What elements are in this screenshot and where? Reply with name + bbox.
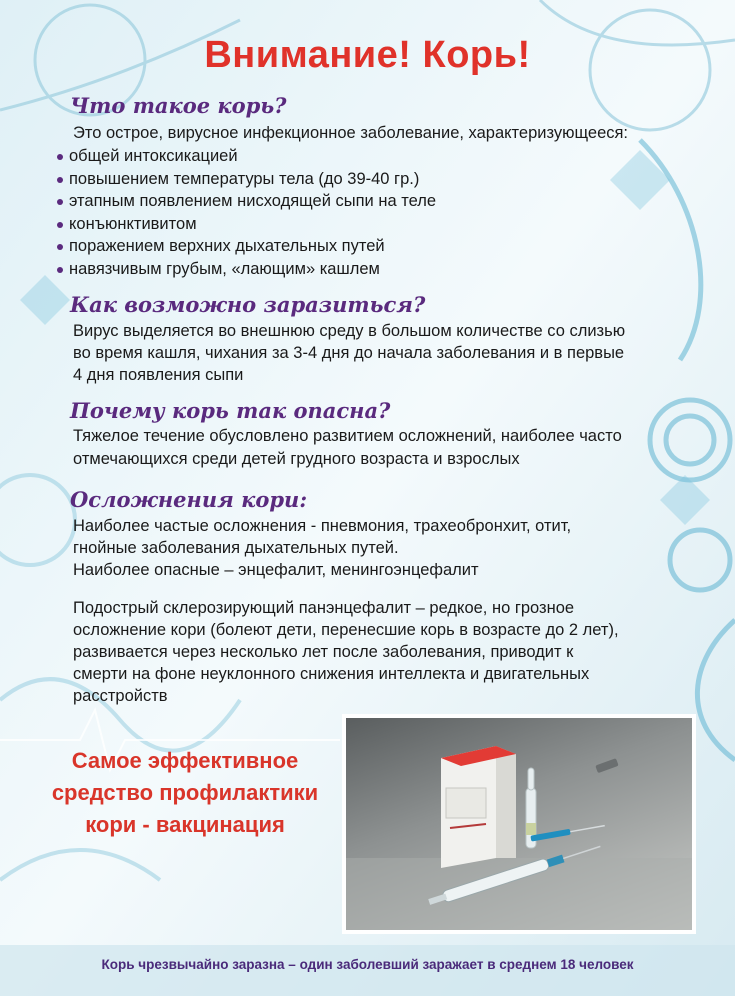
text-line: Наиболее частые осложнения - пневмония, трахеобронхит, отит, (73, 517, 572, 535)
slogan-line: средство профилактики (51, 780, 319, 805)
needle-cap (530, 823, 605, 842)
symptom-list (55, 145, 436, 280)
text-line: расстройств (73, 687, 168, 705)
section-body (73, 425, 622, 471)
list-item: повышением температуры тела (до 39-40 гр.) (55, 168, 436, 191)
list-item: навязчивым грубым, «лающим» кашлем (55, 258, 436, 281)
text-line: 4 дня появления сыпи (73, 366, 244, 384)
text-line: Наиболее опасные – энцефалит, менингоэнцефалит (73, 561, 479, 579)
text-line: развивается через несколько лет после заболевания, приводит к (73, 643, 574, 661)
section-heading-how-infected: Как возможно заразиться? (70, 292, 426, 317)
vaccination-slogan (40, 745, 330, 841)
slogan-line: кори - вакцинация (85, 812, 285, 837)
section-body (73, 320, 625, 386)
list-item: этапным появлением нисходящей сыпи на теле (55, 190, 436, 213)
section-heading-why-dangerous: Почему корь так опасна? (70, 398, 391, 423)
section-body (73, 515, 571, 581)
text-line: Подострый склерозирующий панэнцефалит – редкое, но грозное (73, 599, 575, 617)
slogan-line: Самое эффективное (71, 748, 299, 773)
vaccine-illustration (346, 718, 692, 930)
section-heading-what-is: Что такое корь? (70, 93, 287, 118)
vaccine-photo (342, 714, 696, 934)
text-line: Вирус выделяется во внешнюю среду в большом количестве со слизью (73, 322, 626, 340)
text-line: осложнение кори (болеют дети, перенесшие корь в возрасте до 2 лет), (73, 621, 619, 639)
text-line: смерти на фоне неуклонного снижения интеллекта и двигательных (73, 665, 590, 683)
list-item: общей интоксикацией (55, 145, 436, 168)
vaccine-box (441, 746, 516, 868)
section-intro: Это острое, вирусное инфекционное заболевание, характеризующееся: (73, 124, 629, 142)
text-line: отмечающихся среди детей грудного возраста и взрослых (73, 450, 520, 468)
text-line: во время кашля, чихания за 3-4 дня до начала заболевания и в первые (73, 344, 625, 362)
list-item: конъюнктивитом (55, 213, 436, 236)
list-item: поражением верхних дыхательных путей (55, 235, 436, 258)
footer-note: Корь чрезвычайно заразна – один заболевший заражает в среднем 18 человек (101, 957, 634, 972)
section-body (73, 597, 619, 707)
section-heading-complications: Осложнения кори: (70, 487, 308, 512)
text-line: гнойные заболевания дыхательных путей. (73, 539, 399, 557)
text-line: Тяжелое течение обусловлено развитием осложнений, наиболее часто (73, 427, 622, 445)
page-title: Внимание! Корь! (204, 34, 531, 76)
